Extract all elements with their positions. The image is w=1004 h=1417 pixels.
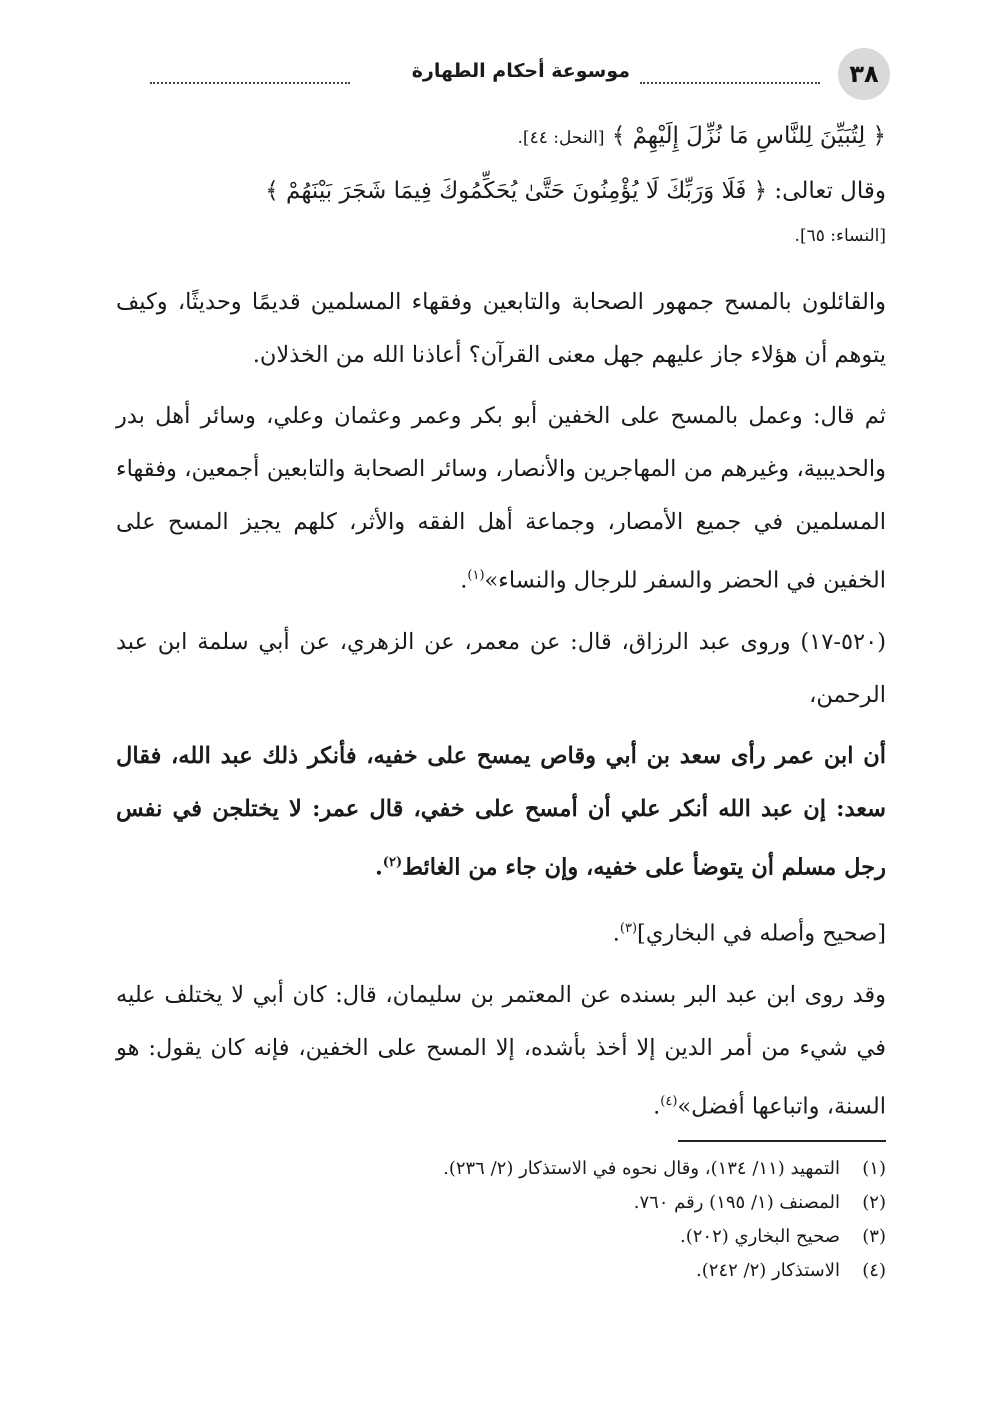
paragraph-5 [116,969,886,1134]
punctuation: . [374,854,383,880]
verse-nisa [116,165,886,218]
running-title: موسوعة أحكام الطهارة [411,60,630,82]
footnote-text: الاستذكار (٢/ ٢٤٢). [696,1260,840,1281]
hadith-body: أن ابن عمر رأى سعد بن أبي وقاص يمسح على خفيه، فأنكر ذلك عبد الله، فقال سعد: إن عبد الله أنكر علي أن أمسح على خفي، قال عمر: لا يختلجن في نفس رجل مسلم أن يتوضأ على خفيه، وإن جاء من الغائط [116,742,886,880]
footnote-text: التمهيد (١١/ ١٣٤)، وقال نحوه في الاستذكار (٢/ ٢٣٦). [443,1158,840,1179]
footnote-item [116,1186,886,1220]
hadith-text [116,730,886,895]
page-body [116,110,886,1141]
footnote-marker[interactable]: (٢) [382,854,403,870]
header-dotted-rule-right [640,82,820,84]
footnotes [116,1152,886,1288]
page-number-badge: ٣٨ [838,48,890,100]
paragraph-text: وقد روى ابن عبد البر بسنده عن المعتمر بن سليمان، قال: كان أبي لا يختلف عليه في شيء من أمر الدين إلا أخذ بأشده، إلا المسح على الخفين، فإنه كان يقول: هو السنة، واتباعها أفضل» [116,981,886,1119]
footnote-number: (٤) [862,1260,886,1281]
footnote-marker[interactable]: (٤) [660,1093,678,1109]
verse-text: ﴿ فَلَا وَرَبِّكَ لَا يُؤْمِنُونَ حَتَّىٰ يُحَكِّمُوكَ فِيمَا شَجَرَ بَيْنَهُمْ ﴾ [265,178,768,204]
verse-nahl [116,110,886,165]
punctuation: . [653,1093,661,1119]
header-dotted-rule-left [150,82,350,84]
punctuation: . [460,567,468,594]
footnote-number: (٢) [862,1192,886,1213]
page-header [140,48,890,98]
verse-reference: [النساء: ٦٥]. [794,226,886,246]
verse-text: ﴿ لِتُبَيِّنَ لِلنَّاسِ مَا نُزِّلَ إِلَيْهِمْ ﴾ [611,123,886,149]
footnote-text: صحيح البخاري (٢٠٢). [680,1226,840,1247]
hadith-grading [116,902,886,961]
verse-intro: وقال تعالى: [774,178,886,204]
paragraph-text: ثم قال: وعمل بالمسح على الخفين أبو بكر وعمر وعثمان وعلي، وسائر أهل بدر والحديبية، وغيرهم من المهاجرين والأنصار، وسائر الصحابة والتابعين أجمعين، وفقهاء المسلمين في جميع الأمصار، وجماعة أهل الفقه والأثر، كلهم يجيز المسح على الخفين في الحضر والسفر للرجال والنساء» [116,403,886,594]
verse-reference: [النحل: ٤٤]. [517,128,605,148]
paragraph-1: والقائلون بالمسح جمهور الصحابة والتابعين وفقهاء المسلمين قديمًا وحديثًا، وكيف يتوهم أن هؤلاء جاز عليهم جهل معنى القرآن؟ أعاذنا الله من الخذلان. [116,289,886,368]
footnote-item [116,1220,886,1254]
footnote-item [116,1152,886,1186]
footnote-marker[interactable]: (٣) [619,921,638,936]
footnote-text: المصنف (١/ ١٩٥) رقم ٧٦٠. [633,1192,840,1213]
grading-text: [صحيح وأصله في البخاري] [637,920,886,947]
footnote-number: (٣) [862,1226,886,1247]
footnote-item [116,1254,886,1288]
footnote-marker[interactable]: (١) [467,568,485,583]
paragraph-2 [116,390,886,608]
punctuation: . [612,920,620,947]
footnote-separator [678,1140,886,1142]
footnote-number: (١) [862,1158,886,1179]
paragraph-3: (٥٢٠-١٧) وروى عبد الرزاق، قال: عن معمر، عن الزهري، عن أبي سلمة ابن عبد الرحمن، [116,628,886,708]
